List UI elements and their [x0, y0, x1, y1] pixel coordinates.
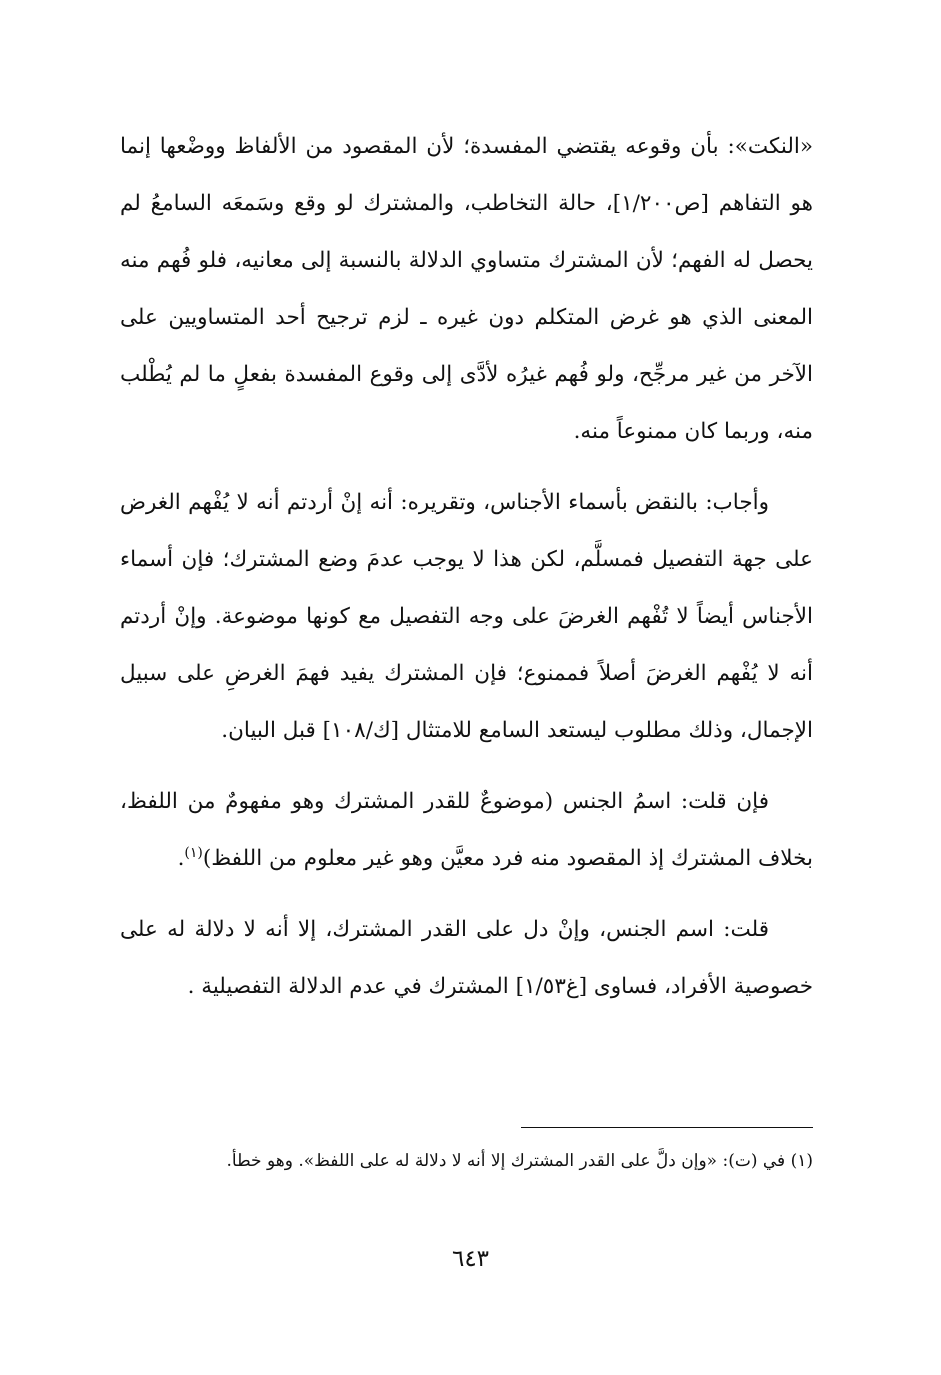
footnote-1-marker: (١) — [790, 1151, 813, 1171]
footnote-reference[interactable]: (١) — [184, 844, 203, 861]
footnote-1 — [120, 1142, 813, 1180]
paragraph-3-end: . — [177, 846, 185, 871]
paragraph-4: قلت: اسم الجنس، وإنْ دل على القدر المشترك، إلا أنه لا دلالة له على خصوصية الأفراد، فساوى [غ١/٥٣] المشترك في عدم الدلالة التفصيلية . — [120, 917, 813, 999]
footnote-1-text: في (ت): «وإن دلَّ على القدر المشترك إلا أنه لا دلالة له على اللفظ». وهو خطأ. — [226, 1151, 786, 1171]
main-text — [120, 118, 813, 1029]
paragraph-3 — [120, 773, 813, 887]
footnotes — [120, 1142, 813, 1180]
paragraph-1: «النكت»: بأن وقوعه يقتضي المفسدة؛ لأن المقصود من الألفاظ ووضْعها إنما هو التفاهم [ص١/٢٠٠]، حالة التخاطب، والمشترك لو وقع وسَمعَه السامعُ لم يحصل له الفهم؛ لأن المشترك متساوي الدلالة بالنسبة إلى معانيه، فلو فُهم منه المعنى الذي هو غرض المتكلم دون غيره ـ لزم ترجيح أحد المتساويين على الآخر من غير مرجِّح، ولو فُهم غيرُه لأدَّى إلى وقوع المفسدة بفعلٍ ما لم يُطْلب منه، وربما كان ممنوعاً منه. — [120, 134, 813, 444]
footnote-divider — [521, 1127, 813, 1128]
paragraph-3-text: فإن قلت: اسمُ الجنس (موضوعٌ للقدر المشترك وهو مفهومٌ من اللفظ، بخلاف المشترك إذ المقصود منه فرد معيَّن وهو غير معلوم من اللفظ) — [120, 789, 813, 871]
paragraph-2: وأجاب: بالنقض بأسماء الأجناس، وتقريره: أنه إنْ أردتم أنه لا يُفْهم الغرض على جهة التفصيل فمسلَّم، لكن هذا لا يوجب عدمَ وضع المشترك؛ فإن أسماء الأجناس أيضاً لا تُفْهم الغرضَ على وجه التفصيل مع كونها موضوعة. وإنْ أردتم أنه لا يُفْهم الغرضَ أصلاً فممنوع؛ فإن المشترك يفيد فهمَ الغرضِ على سبيل الإجمال، وذلك مطلوب ليستعد السامع للامتثال [ك/١٠٨] قبل البيان. — [120, 490, 813, 743]
page-number: ٦٤٣ — [451, 1246, 490, 1272]
